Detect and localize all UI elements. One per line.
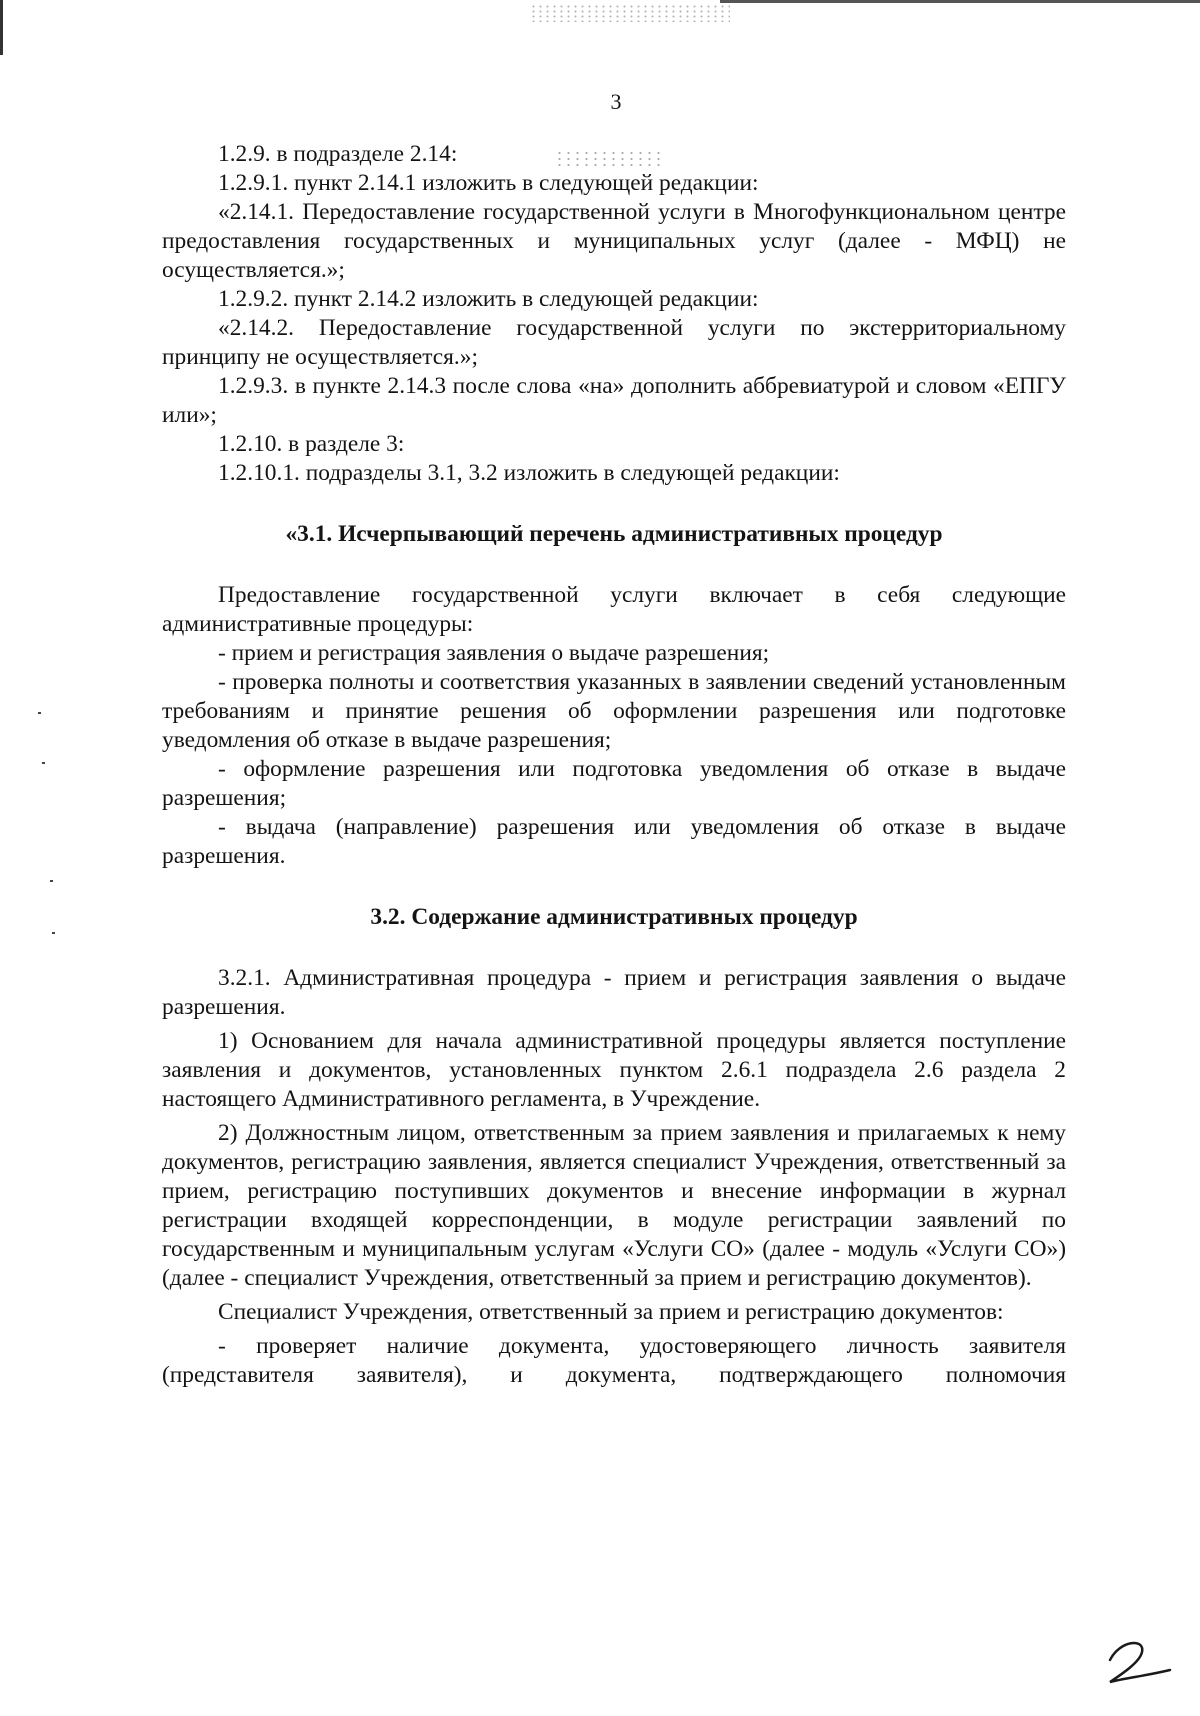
scan-speck bbox=[38, 712, 41, 714]
paragraph: 1.2.9.3. в пункте 2.14.3 после слова «на» дополнить аббревиатурой и словом «ЕПГУ или»; bbox=[162, 373, 1066, 428]
section-heading-3-2: 3.2. Содержание административных процедур bbox=[370, 904, 858, 930]
paragraph: 1.2.9.2. пункт 2.14.2 изложить в следующей редакции: bbox=[218, 286, 759, 312]
scan-page-edge-top bbox=[720, 0, 1200, 3]
paragraph: Предоставление государственной услуги включает в себя следующие административные процедуры: bbox=[162, 582, 1066, 637]
list-item: - прием и регистрация заявления о выдаче разрешения; bbox=[218, 640, 770, 666]
section-heading-3-1: «3.1. Исчерпывающий перечень административных процедур bbox=[285, 521, 943, 547]
page-number: 3 bbox=[610, 89, 622, 114]
document-body bbox=[162, 140, 1066, 1390]
paragraph: 3.2.1. Административная процедура - прием и регистрация заявления о выдаче разрешения. bbox=[162, 965, 1066, 1020]
list-item: - проверяет наличие документа, удостоверяющего личность заявителя (представителя заявителя), и документа, подтверждающего полномочия bbox=[162, 1333, 1066, 1388]
paragraph: 1.2.10.1. подразделы 3.1, 3.2 изложить в следующей редакции: bbox=[218, 460, 840, 486]
paragraph: Специалист Учреждения, ответственный за прием и регистрацию документов: bbox=[218, 1299, 1004, 1325]
list-item: - оформление разрешения или подготовка уведомления об отказе в выдаче разрешения; bbox=[162, 756, 1066, 811]
paragraph: «2.14.1. Передоставление государственной услуги в Многофункциональном центре предоставления государственных и муниципальных услуг (далее - МФЦ) не осуществляется.»; bbox=[162, 199, 1066, 283]
scan-speck bbox=[42, 762, 45, 764]
scan-speck bbox=[50, 880, 53, 882]
handwritten-signature-icon bbox=[1100, 1630, 1180, 1690]
paragraph: 1.2.10. в разделе 3: bbox=[218, 431, 405, 457]
list-item: - проверка полноты и соответствия указанных в заявлении сведений установленным требованиям и принятие решения об оформлении разрешения или подготовке уведомления об отказе в выдаче разрешения; bbox=[162, 669, 1066, 753]
paragraph: 1) Основанием для начала административной процедуры является поступление заявления и документов, установленных пунктом 2.6.1 подраздела 2.6 раздела 2 настоящего Административного регламента, в Учреждение. bbox=[162, 1028, 1066, 1112]
paragraph: «2.14.2. Передоставление государственной услуги по экстерриториальному принципу не осуществляется.»; bbox=[162, 315, 1066, 370]
scan-noise-top bbox=[530, 4, 730, 22]
scan-page-edge-left bbox=[0, 0, 3, 55]
paragraph: 1.2.9. в подразделе 2.14: bbox=[218, 141, 458, 167]
paragraph: 2) Должностным лицом, ответственным за прием заявления и прилагаемых к нему документов, регистрацию заявления, является специалист Учреждения, ответственный за прием, регистрацию поступивших документов и внесение информации в журнал регистрации входящей корреспонденции, в модуле регистрации заявлений по государственным и муниципальным услугам «Услуги СО» (далее - модуль «Услуги СО») (далее - специалист Учреждения, ответственный за прием и регистрацию документов). bbox=[162, 1120, 1066, 1291]
scan-speck bbox=[52, 932, 55, 934]
list-item: - выдача (направление) разрешения или уведомления об отказе в выдаче разрешения. bbox=[162, 814, 1066, 869]
paragraph: 1.2.9.1. пункт 2.14.1 изложить в следующей редакции: bbox=[218, 170, 759, 196]
